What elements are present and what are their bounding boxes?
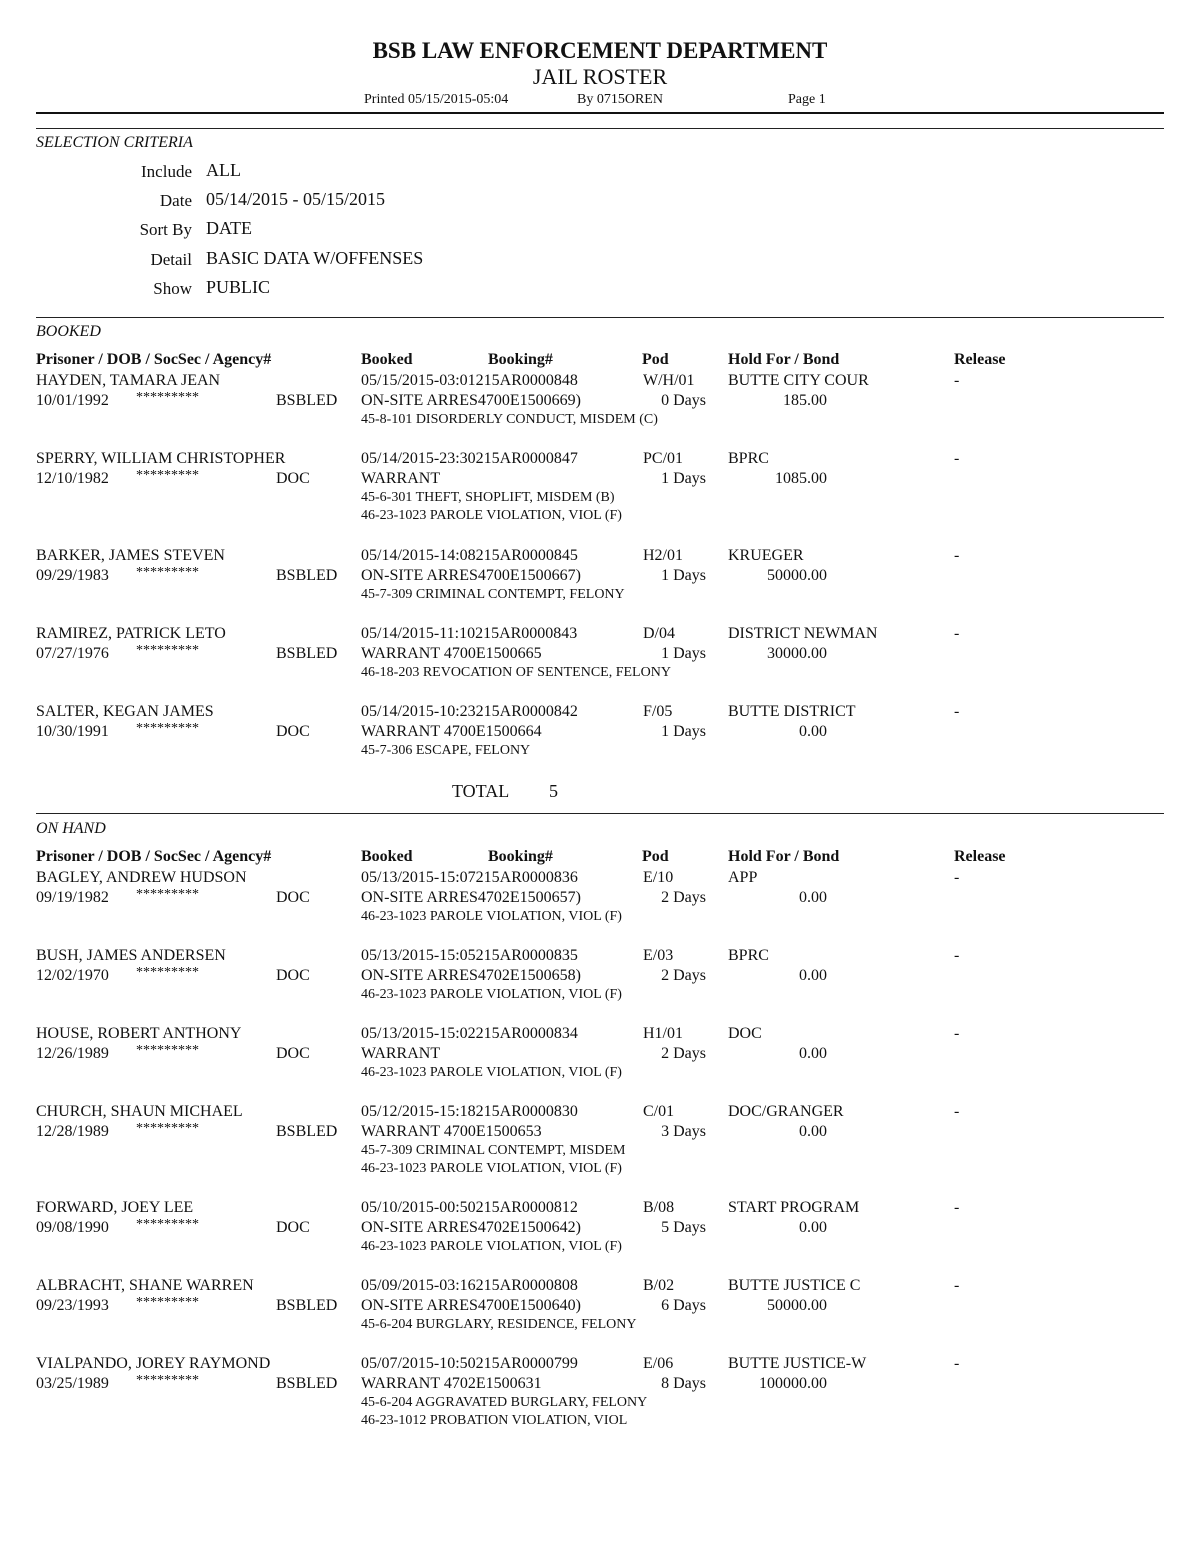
offense: 45-7-309 CRIMINAL CONTEMPT, FELONY [361,587,625,602]
arrest-type: WARRANT 4702E1500631 [361,1375,542,1392]
prisoner-name: BAGLEY, ANDREW HUDSON [36,869,247,886]
pod: D/04 [643,625,675,642]
criteria-divider [36,128,1164,129]
prisoner-name: BARKER, JAMES STEVEN [36,547,225,564]
booked-booking-number: 05/14/2015-10:23215AR0000842 [361,703,578,720]
booked-booking-number: 05/12/2015-15:18215AR0000830 [361,1103,578,1120]
booked-booking-number: 05/10/2015-00:50215AR0000812 [361,1199,578,1216]
hold-for: BUTTE JUSTICE-W [728,1355,867,1372]
pod: H2/01 [643,547,683,564]
offense: 46-23-1023 PAROLE VIOLATION, VIOL (F) [361,1161,622,1176]
release: - [954,450,960,467]
arrest-type: ON-SITE ARRES4700E1500640) [361,1297,581,1314]
bond-amount: 185.00 [783,392,827,409]
agency: BSBLED [276,567,338,584]
socsec-masked: ********* [136,643,199,658]
pod: B/08 [643,1199,675,1216]
booked-booking-number: 05/14/2015-23:30215AR0000847 [361,450,578,467]
column-header-pod: Pod [642,848,669,865]
days-held: 1 Days [661,567,706,584]
section-title: BOOKED [36,323,101,340]
dob: 12/26/1989 [36,1045,109,1062]
pod: H1/01 [643,1025,683,1042]
detail-label: Detail [150,250,192,269]
pod: E/03 [643,947,674,964]
printed-by: By 0715OREN [577,92,663,107]
bond-amount: 0.00 [799,1219,827,1236]
dob: 12/10/1982 [36,470,109,487]
days-held: 3 Days [661,1123,706,1140]
agency: DOC [276,723,310,740]
column-header-booked: Booked [361,351,413,368]
prisoner-name: RAMIREZ, PATRICK LETO [36,625,226,642]
socsec-masked: ********* [136,887,199,902]
bond-amount: 30000.00 [767,645,827,662]
agency: DOC [276,470,310,487]
sort-by-value: DATE [206,218,252,238]
arrest-type: WARRANT [361,1045,441,1062]
show-label: Show [153,279,192,298]
column-header-prisoner: Prisoner / DOB / SocSec / Agency# [36,848,272,865]
dob: 09/29/1983 [36,567,109,584]
agency: DOC [276,1045,310,1062]
offense: 46-23-1023 PAROLE VIOLATION, VIOL (F) [361,987,622,1002]
column-header-pod: Pod [642,351,669,368]
prisoner-name: FORWARD, JOEY LEE [36,1199,194,1216]
page-number: Page 1 [788,92,826,107]
booked-booking-number: 05/14/2015-11:10215AR0000843 [361,625,578,642]
hold-for: DISTRICT NEWMAN [728,625,878,642]
header-divider [36,112,1164,114]
days-held: 0 Days [661,392,706,409]
booked-booking-number: 05/13/2015-15:05215AR0000835 [361,947,578,964]
socsec-masked: ********* [136,965,199,980]
release: - [954,1025,960,1042]
agency: BSBLED [276,645,338,662]
bond-amount: 50000.00 [767,567,827,584]
column-header-prisoner: Prisoner / DOB / SocSec / Agency# [36,351,272,368]
column-header-booking: Booking# [488,351,553,368]
prisoner-name: BUSH, JAMES ANDERSEN [36,947,226,964]
pod: E/06 [643,1355,674,1372]
column-header-hold: Hold For / Bond [728,351,840,368]
pod: F/05 [643,703,673,720]
bond-amount: 0.00 [799,1123,827,1140]
selection-criteria-heading: SELECTION CRITERIA [36,134,193,151]
booked-booking-number: 05/09/2015-03:16215AR0000808 [361,1277,578,1294]
date-label: Date [159,191,192,210]
dob: 10/01/1992 [36,392,109,409]
booked-booking-number: 05/07/2015-10:50215AR0000799 [361,1355,578,1372]
pod: C/01 [643,1103,675,1120]
bond-amount: 50000.00 [767,1297,827,1314]
detail-value: BASIC DATA W/OFFENSES [206,248,424,268]
report-subtitle: JAIL ROSTER [532,64,668,89]
socsec-masked: ********* [136,468,199,483]
dob: 12/02/1970 [36,967,109,984]
arrest-type: ON-SITE ARRES4700E1500669) [361,392,581,409]
days-held: 6 Days [661,1297,706,1314]
offense: 45-6-301 THEFT, SHOPLIFT, MISDEM (B) [361,490,615,505]
hold-for: BUTTE DISTRICT [728,703,856,720]
socsec-masked: ********* [136,721,199,736]
arrest-type: ON-SITE ARRES4702E1500642) [361,1219,581,1236]
date-value: 05/14/2015 - 05/15/2015 [206,189,385,209]
report-title: BSB LAW ENFORCEMENT DEPARTMENT [372,38,828,63]
hold-for: KRUEGER [728,547,804,564]
socsec-masked: ********* [136,565,199,580]
bond-amount: 0.00 [799,1045,827,1062]
prisoner-name: VIALPANDO, JOREY RAYMOND [36,1355,271,1372]
bond-amount: 0.00 [799,889,827,906]
release: - [954,547,960,564]
days-held: 5 Days [661,1219,706,1236]
release: - [954,1103,960,1120]
offense: 45-7-306 ESCAPE, FELONY [361,743,531,758]
offense: 46-23-1023 PAROLE VIOLATION, VIOL (F) [361,909,622,924]
booked-booking-number: 05/14/2015-14:08215AR0000845 [361,547,578,564]
dob: 12/28/1989 [36,1123,109,1140]
arrest-type: ON-SITE ARRES4702E1500658) [361,967,581,984]
arrest-type: ON-SITE ARRES4702E1500657) [361,889,581,906]
column-header-hold: Hold For / Bond [728,848,840,865]
booked-booking-number: 05/13/2015-15:02215AR0000834 [361,1025,578,1042]
agency: DOC [276,967,310,984]
hold-for: APP [728,869,758,886]
arrest-type: WARRANT 4700E1500665 [361,645,542,662]
pod: E/10 [643,869,674,886]
dob: 10/30/1991 [36,723,109,740]
sort-by-label: Sort By [139,220,192,239]
socsec-masked: ********* [136,390,199,405]
include-label: Include [141,162,192,181]
offense: 46-23-1023 PAROLE VIOLATION, VIOL (F) [361,1065,622,1080]
column-header-booking: Booking# [488,848,553,865]
dob: 09/08/1990 [36,1219,109,1236]
include-value: ALL [206,160,241,180]
column-header-release: Release [954,848,1006,865]
socsec-masked: ********* [136,1373,199,1388]
column-header-booked: Booked [361,848,413,865]
release: - [954,947,960,964]
agency: BSBLED [276,1123,338,1140]
days-held: 1 Days [661,645,706,662]
socsec-masked: ********* [136,1121,199,1136]
arrest-type: WARRANT [361,470,441,487]
offense: 45-6-204 AGGRAVATED BURGLARY, FELONY [361,1395,648,1410]
days-held: 2 Days [661,1045,706,1062]
days-held: 1 Days [661,470,706,487]
arrest-type: ON-SITE ARRES4700E1500667) [361,567,581,584]
release: - [954,1277,960,1294]
bond-amount: 0.00 [799,967,827,984]
dob: 07/27/1976 [36,645,109,662]
arrest-type: WARRANT 4700E1500664 [361,723,542,740]
bond-amount: 100000.00 [759,1375,827,1392]
dob: 09/23/1993 [36,1297,109,1314]
prisoner-name: SPERRY, WILLIAM CHRISTOPHER [36,450,286,467]
column-header-release: Release [954,351,1006,368]
offense: 46-18-203 REVOCATION OF SENTENCE, FELONY [361,665,671,680]
pod: W/H/01 [643,372,695,389]
offense: 45-6-204 BURGLARY, RESIDENCE, FELONY [361,1317,637,1332]
agency: BSBLED [276,1297,338,1314]
booked-section-divider [36,317,1164,318]
socsec-masked: ********* [136,1043,199,1058]
hold-for: BUTTE CITY COUR [728,372,869,389]
agency: BSBLED [276,392,338,409]
offense: 45-8-101 DISORDERLY CONDUCT, MISDEM (C) [361,412,658,427]
total-label: TOTAL [452,781,510,801]
dob: 03/25/1989 [36,1375,109,1392]
release: - [954,703,960,720]
hold-for: BUTTE JUSTICE C [728,1277,861,1294]
printed-timestamp: Printed 05/15/2015-05:04 [364,92,509,107]
prisoner-name: HAYDEN, TAMARA JEAN [36,372,221,389]
socsec-masked: ********* [136,1295,199,1310]
show-value: PUBLIC [206,277,271,297]
prisoner-name: SALTER, KEGAN JAMES [36,703,214,720]
pod: B/02 [643,1277,675,1294]
release: - [954,625,960,642]
dob: 09/19/1982 [36,889,109,906]
prisoner-name: ALBRACHT, SHANE WARREN [36,1277,254,1294]
section-title: ON HAND [36,820,106,837]
hold-for: BPRC [728,947,769,964]
hold-for: START PROGRAM [728,1199,860,1216]
offense: 46-23-1023 PAROLE VIOLATION, VIOL (F) [361,1239,622,1254]
booked-booking-number: 05/13/2015-15:07215AR0000836 [361,869,578,886]
bond-amount: 1085.00 [775,470,827,487]
release: - [954,372,960,389]
offense: 46-23-1023 PAROLE VIOLATION, VIOL (F) [361,508,622,523]
release: - [954,1355,960,1372]
hold-for: DOC/GRANGER [728,1103,844,1120]
socsec-masked: ********* [136,1217,199,1232]
hold-for: DOC [728,1025,762,1042]
arrest-type: WARRANT 4700E1500653 [361,1123,542,1140]
total-count: 5 [549,781,558,801]
days-held: 2 Days [661,967,706,984]
release: - [954,1199,960,1216]
offense: 45-7-309 CRIMINAL CONTEMPT, MISDEM [361,1143,626,1158]
days-held: 2 Days [661,889,706,906]
booked-booking-number: 05/15/2015-03:01215AR0000848 [361,372,578,389]
days-held: 1 Days [661,723,706,740]
prisoner-name: CHURCH, SHAUN MICHAEL [36,1103,243,1120]
hold-for: BPRC [728,450,769,467]
agency: BSBLED [276,1375,338,1392]
days-held: 8 Days [661,1375,706,1392]
offense: 46-23-1012 PROBATION VIOLATION, VIOL [361,1413,628,1428]
pod: PC/01 [643,450,684,467]
on-hand-section-divider [36,813,1164,814]
agency: DOC [276,889,310,906]
bond-amount: 0.00 [799,723,827,740]
agency: DOC [276,1219,310,1236]
release: - [954,869,960,886]
prisoner-name: HOUSE, ROBERT ANTHONY [36,1025,242,1042]
